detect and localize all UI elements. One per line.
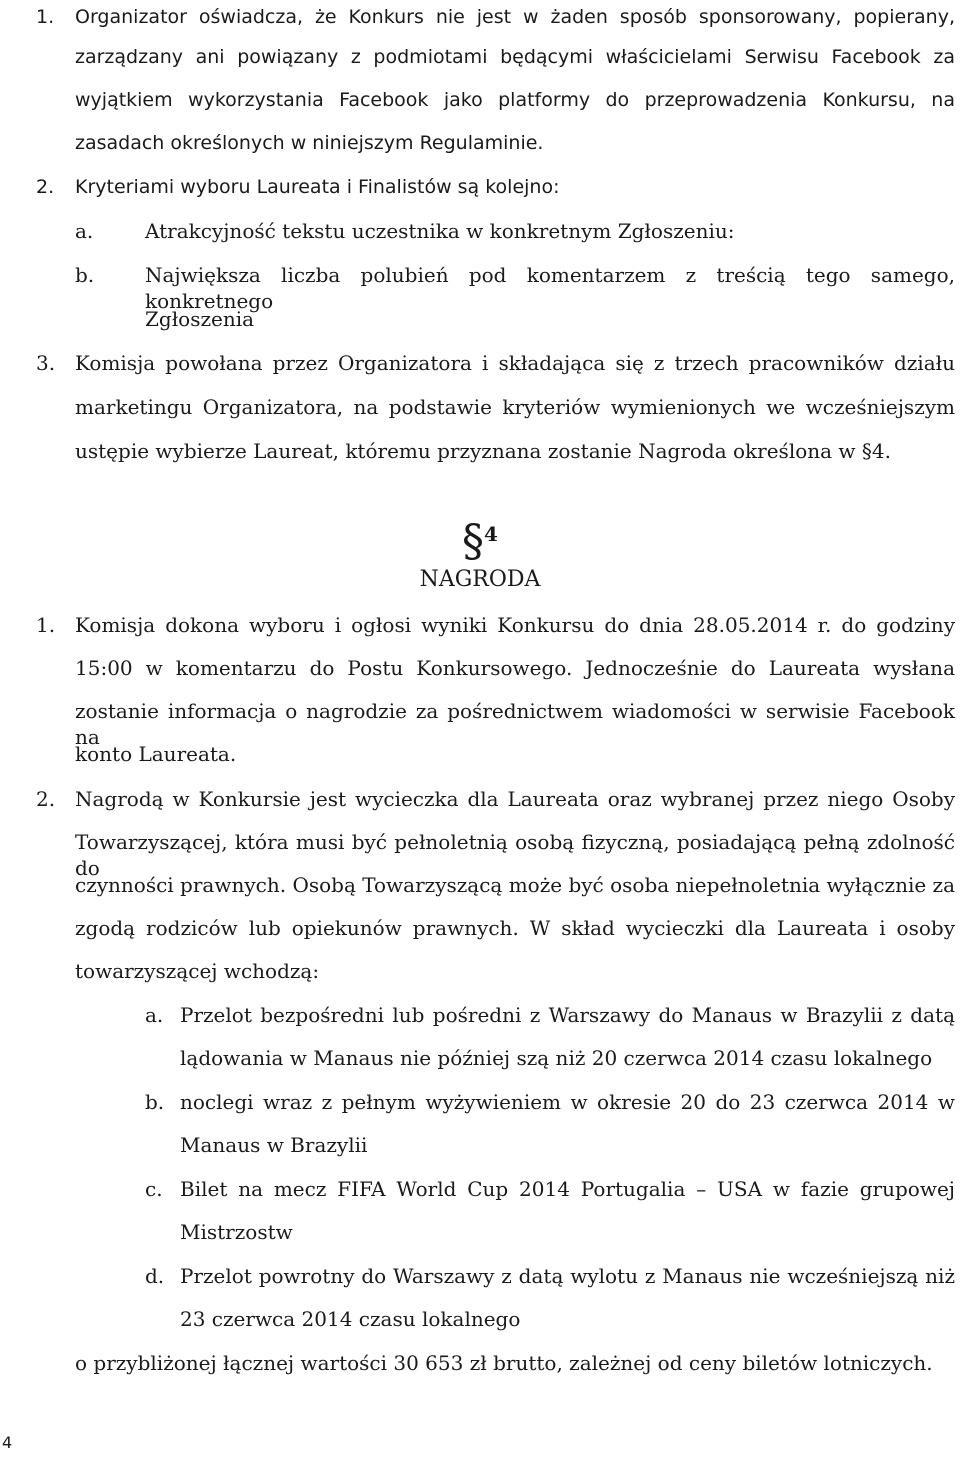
section-number-text: 4 [484, 522, 498, 546]
sub-letter: a. [145, 1003, 164, 1027]
sub-letter: b. [145, 1090, 165, 1114]
text-line: zostanie informacja o nagrodzie za pośrednictwem wiadomości w serwisie Facebook na [75, 699, 955, 749]
text-line: Manaus w Brazylii [180, 1133, 368, 1157]
text-line: 15:00 w komentarzu do Postu Konkursowego. Jednocześnie do Laureata wysłana [75, 656, 955, 680]
text-line: Atrakcyjność tekstu uczestnika w konkretnym Zgłoszeniu: [145, 219, 735, 243]
sub-letter: b. [75, 263, 95, 287]
sub-letter: d. [145, 1264, 165, 1288]
prize-value-line: o przybliżonej łącznej wartości 30 653 zł brutto, zależnej od ceny biletów lotniczych. [75, 1351, 933, 1375]
text-line: Towarzyszącej, która musi być pełnoletnią osobą fizyczną, posiadającą pełną zdolność do [75, 830, 955, 880]
page-number: 4 [2, 1433, 13, 1452]
text-line: noclegi wraz z pełnym wyżywieniem w okresie 20 do 23 czerwca 2014 w [180, 1090, 955, 1114]
text-line: zgodą rodziców lub opiekunów prawnych. W skład wycieczki dla Laureata i osoby [75, 916, 955, 940]
text-line: lądowania w Manaus nie później szą niż 20 czerwca 2014 czasu lokalnego [180, 1046, 933, 1070]
text-line: zarządzany ani powiązany z podmiotami będącymi właścicielami Serwisu Facebook za [75, 46, 955, 68]
sub-letter: a. [75, 219, 94, 243]
text-line: Przelot powrotny do Warszawy z datą wylotu z Manaus nie wcześniejszą niż [180, 1264, 955, 1288]
section-number [0, 516, 960, 567]
text-line: Zgłoszenia [145, 307, 255, 331]
text-line: Mistrzostw [180, 1220, 293, 1244]
text-line: Przelot bezpośredni lub pośredni z Warszawy do Manaus w Brazylii z datą [180, 1003, 955, 1027]
item-number: 1. [36, 6, 55, 28]
text-line: ustępie wybierze Laureat, któremu przyznana zostanie Nagroda określona w §4. [75, 439, 891, 463]
text-line: Komisja dokona wyboru i ogłosi wyniki Konkursu do dnia 28.05.2014 r. do godziny [75, 613, 955, 637]
section-title: NAGRODA [419, 567, 541, 592]
item-number: 1. [36, 613, 56, 637]
text-line: Organizator oświadcza, że Konkurs nie jest w żaden sposób sponsorowany, popierany, [75, 6, 955, 28]
section-symbol: § [462, 516, 485, 567]
text-line: Bilet na mecz FIFA World Cup 2014 Portugalia – USA w fazie grupowej [180, 1177, 955, 1201]
text-line: zasadach określonych w niniejszym Regulaminie. [75, 132, 544, 154]
sub-letter: c. [145, 1177, 163, 1201]
text-line: wyjątkiem wykorzystania Facebook jako platformy do przeprowadzenia Konkursu, na [75, 89, 955, 111]
text-line: konto Laureata. [75, 742, 237, 766]
text-line: 23 czerwca 2014 czasu lokalnego [180, 1307, 521, 1331]
text-line: Komisja powołana przez Organizatora i składająca się z trzech pracowników działu [75, 351, 955, 375]
text-line: Nagrodą w Konkursie jest wycieczka dla Laureata oraz wybranej przez niego Osoby [75, 787, 955, 811]
text-line: Największa liczba polubień pod komentarzem z treścią tego samego, konkretnego [145, 263, 955, 313]
text-line: towarzyszącej wchodzą: [75, 959, 320, 983]
text-line: czynności prawnych. Osobą Towarzyszącą może być osoba niepełnoletnia wyłącznie za [75, 873, 956, 897]
item-number: 3. [36, 351, 56, 375]
item-number: 2. [36, 787, 56, 811]
text-line: marketingu Organizatora, na podstawie kryteriów wymienionych we wcześniejszym [75, 395, 955, 419]
text-line: Kryteriami wyboru Laureata i Finalistów są kolejno: [75, 176, 560, 198]
item-number: 2. [36, 176, 55, 198]
